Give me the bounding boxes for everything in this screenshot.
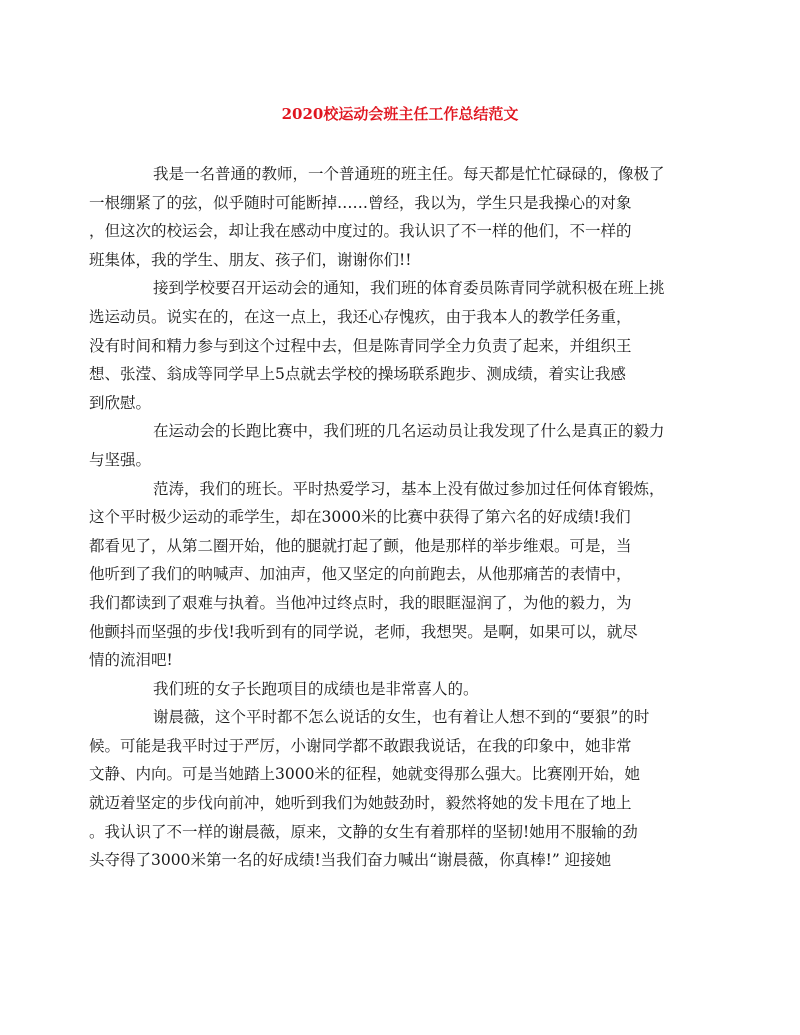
paragraph-2 <box>89 274 681 417</box>
text-line: 范涛，我们的班长。平时热爱学习，基本上没有做过参加过任何体育锻炼， <box>153 479 665 498</box>
text-line: 一根绷紧了的弦，似乎随时可能断掉……曾经，我以为，学生只是我操心的对象 <box>89 193 632 212</box>
text-line: 文静、内向。可是当她踏上3000米的征程，她就变得那么强大。比赛刚开始，她 <box>89 765 640 784</box>
text-line: 都看见了，从第二圈开始，他的腿就打起了颤，他是那样的举步维艰。可是，当 <box>89 536 632 555</box>
text-line: 情的流泪吧! <box>89 651 173 670</box>
text-line: 。我认识了不一样的谢晨薇，原来，文静的女生有着那样的坚韧!她用不服输的劲 <box>89 822 638 841</box>
text-line: 接到学校要召开运动会的通知，我们班的体育委员陈青同学就积极在班上挑 <box>153 279 665 298</box>
text-line: 候。可能是我平时过于严厉，小谢同学都不敢跟我说话，在我的印象中，她非常 <box>89 736 632 755</box>
text-line: 没有时间和精力参与到这个过程中去，但是陈青同学全力负责了起来，并组织王 <box>89 336 632 355</box>
text-line: 到欣慰。 <box>89 393 152 412</box>
text-line: 就迈着坚定的步伐向前冲，她听到我们为她鼓劲时，毅然将她的发卡甩在了地上 <box>89 794 632 813</box>
text-line: 我们都读到了艰难与执着。当他冲过终点时，我的眼眶湿润了，为他的毅力，为 <box>89 593 632 612</box>
text-line: ，但这次的校运会，却让我在感动中度过的。我认识了不一样的他们，不一样的 <box>89 222 632 241</box>
text-line: 这个平时极少运动的乖学生，却在3000米的比赛中获得了第六名的好成绩!我们 <box>89 508 631 527</box>
paragraph-3 <box>89 417 681 474</box>
document-body <box>89 160 681 875</box>
paragraph-1 <box>89 160 681 274</box>
paragraph-6 <box>89 703 681 875</box>
text-line: 选运动员。说实在的，在这一点上，我还心存愧疚，由于我本人的教学任务重， <box>89 307 632 326</box>
text-line: 他颤抖而坚强的步伐!我听到有的同学说，老师，我想哭。是啊，如果可以，就尽 <box>89 622 638 641</box>
text-line: 我们班的女子长跑项目的成绩也是非常喜人的。 <box>153 679 479 698</box>
document-title: 2020校运动会班主任工作总结范文 <box>281 105 519 123</box>
text-line: 班集体，我的学生、朋友、孩子们，谢谢你们!! <box>89 250 412 269</box>
text-line: 头夺得了3000米第一名的好成绩!当我们奋力喊出“谢晨薇，你真棒!” 迎接她 <box>89 851 612 870</box>
paragraph-5 <box>121 675 681 704</box>
text-line: 在运动会的长跑比赛中，我们班的几名运动员让我发现了什么是真正的毅力 <box>153 422 665 441</box>
text-line: 与坚强。 <box>89 450 152 469</box>
text-line: 谢晨薇，这个平时都不怎么说话的女生，也有着让人想不到的“要狠”的时 <box>153 708 650 727</box>
paragraph-4 <box>89 475 681 675</box>
text-line: 他听到了我们的呐喊声、加油声，他又坚定的向前跑去，从他那痛苦的表情中， <box>89 565 632 584</box>
text-line: 我是一名普通的教师，一个普通班的班主任。每天都是忙忙碌碌的，像极了 <box>153 165 665 183</box>
text-line: 想、张滢、翁成等同学早上5点就去学校的操场联系跑步、测成绩，着实让我感 <box>89 365 626 384</box>
